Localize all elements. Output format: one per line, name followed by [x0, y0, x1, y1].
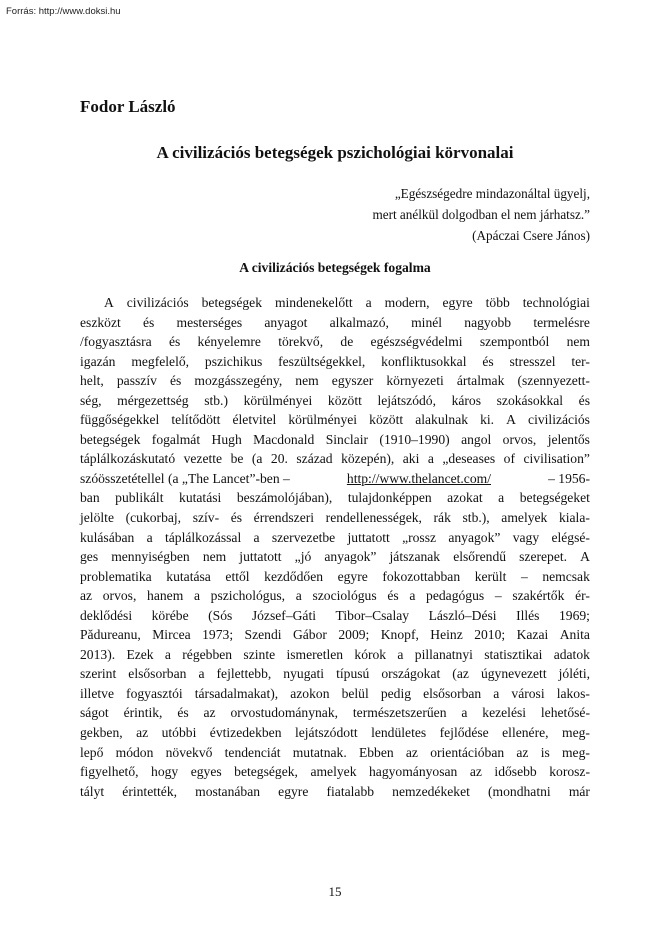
body-line: igazán megfelelő, pszichikus feszültségekkel, konfliktusokkal és stresszel ter- — [80, 353, 590, 369]
motto-line: mert anélkül dolgodban el nem járhatsz.” — [372, 207, 590, 222]
body-line: jelölte (cukorbaj, szív- és érrendszeri rendellenességek, rák stb.), amelyek kiala- — [80, 510, 590, 526]
body-line: gekben, az utóbbi évtizedekben lejátszódott lendületes fejlődése ellenére, meg- — [80, 725, 590, 741]
body-line: illetve fogyasztói társadalmakat), azokon belül pedig elsősorban a városi lakos- — [80, 685, 590, 701]
article-title: A civilizációs betegségek pszichológiai körvonalai — [156, 143, 514, 162]
page-number: 15 — [328, 884, 342, 899]
author-name: Fodor László — [80, 97, 176, 116]
body-line: ban publikált kutatási beszámolójában), tulajdonképpen azokat a betegségeket — [80, 490, 590, 506]
body-line: betegségek fogalmát Hugh Macdonald Sinclair (1910–1990) angol orvos, jelentős — [80, 431, 590, 447]
body-line: deklődési körébe (Sós József–Gáti Tibor–Csalay László–Dési Illés 1969; — [80, 607, 590, 623]
body-line: Pădureanu, Mircea 1973; Szendi Gábor 2009; Knopf, Heinz 2010; Kazai Anita — [80, 627, 590, 643]
body-line-text: – 1956- — [544, 470, 590, 486]
body-line: helt, passzív és mozgásszegény, nem egyszer környezeti ártalmak (szennyezett- — [80, 373, 590, 389]
body-line: ságot érintik, és az orvostudománynak, természetszerűen a kezelési lehetősé- — [80, 705, 590, 721]
body-line-text: szóösszetétellel (a „The Lancet”-ben – — [80, 470, 294, 486]
body-line: tályt érintették, mostanában egyre fiatalabb nemzedékeket (mondhatni már — [80, 783, 590, 799]
body-line: szerint elsősorban a fejlettebb, nyugati típusú országokat (az úgynevezett jóléti, — [80, 666, 590, 682]
body-line: ges mennyiségben nem juttatott „jó anyagok” játszanak elsőrendű szerepet. A — [80, 549, 590, 565]
body-line: táplálkozáskutató vezette be (a 20. század közepén), aki a „deseases of civilisation” — [80, 451, 590, 467]
motto-quote — [372, 183, 590, 246]
motto-attribution: (Apáczai Csere János) — [472, 228, 590, 243]
lancet-link[interactable]: http://www.thelancet.com/ — [346, 470, 491, 486]
body-line: eszközt és mesterséges anyagot alkalmazó, minél nagyobb termelésre — [80, 314, 590, 330]
body-line: problematika kutatása ettől kezdődően egyre fokozottabban került – nemcsak — [80, 568, 590, 584]
body-paragraph — [80, 293, 590, 801]
body-line: függőségekkel telítődött életvitel körülményei között alakulnak ki. A civilizációs — [80, 412, 590, 428]
body-line: kulásában a táplálkozással a szervezetbe juttatott „rossz anyagok” vagy elégsé- — [80, 529, 590, 545]
body-line-with-link — [80, 469, 590, 489]
body-line: /fogyasztásra és kényelemre törekvő, de egészségvédelmi szempontból nem — [80, 334, 590, 350]
body-line: az orvos, hanem a pszichológus, a szociológus és a pedagógus – szakértők ér- — [80, 588, 590, 604]
section-heading: A civilizációs betegségek fogalma — [239, 260, 431, 275]
motto-line: „Egészségedre mindazonáltal ügyelj, — [394, 186, 590, 201]
body-line: lepő módon növekvő tendenciát mutatnak. Ebben az orientációban az is meg- — [80, 744, 590, 760]
source-label: Forrás: http://www.doksi.hu — [6, 6, 121, 17]
body-line: ség, mérgezettség stb.) körülményei között lejátszódó, káros szokásokkal és — [80, 392, 590, 408]
body-line: 2013). Ezek a régebben szinte ismeretlen kórok a pillanatnyi statisztikai adatok — [80, 646, 590, 662]
body-line: figyelhető, hogy egyes betegségek, amelyek hagyományosan az idősebb korosz- — [80, 764, 590, 780]
body-line: A civilizációs betegségek mindenekelőtt a modern, egyre több technológiai — [104, 295, 590, 310]
